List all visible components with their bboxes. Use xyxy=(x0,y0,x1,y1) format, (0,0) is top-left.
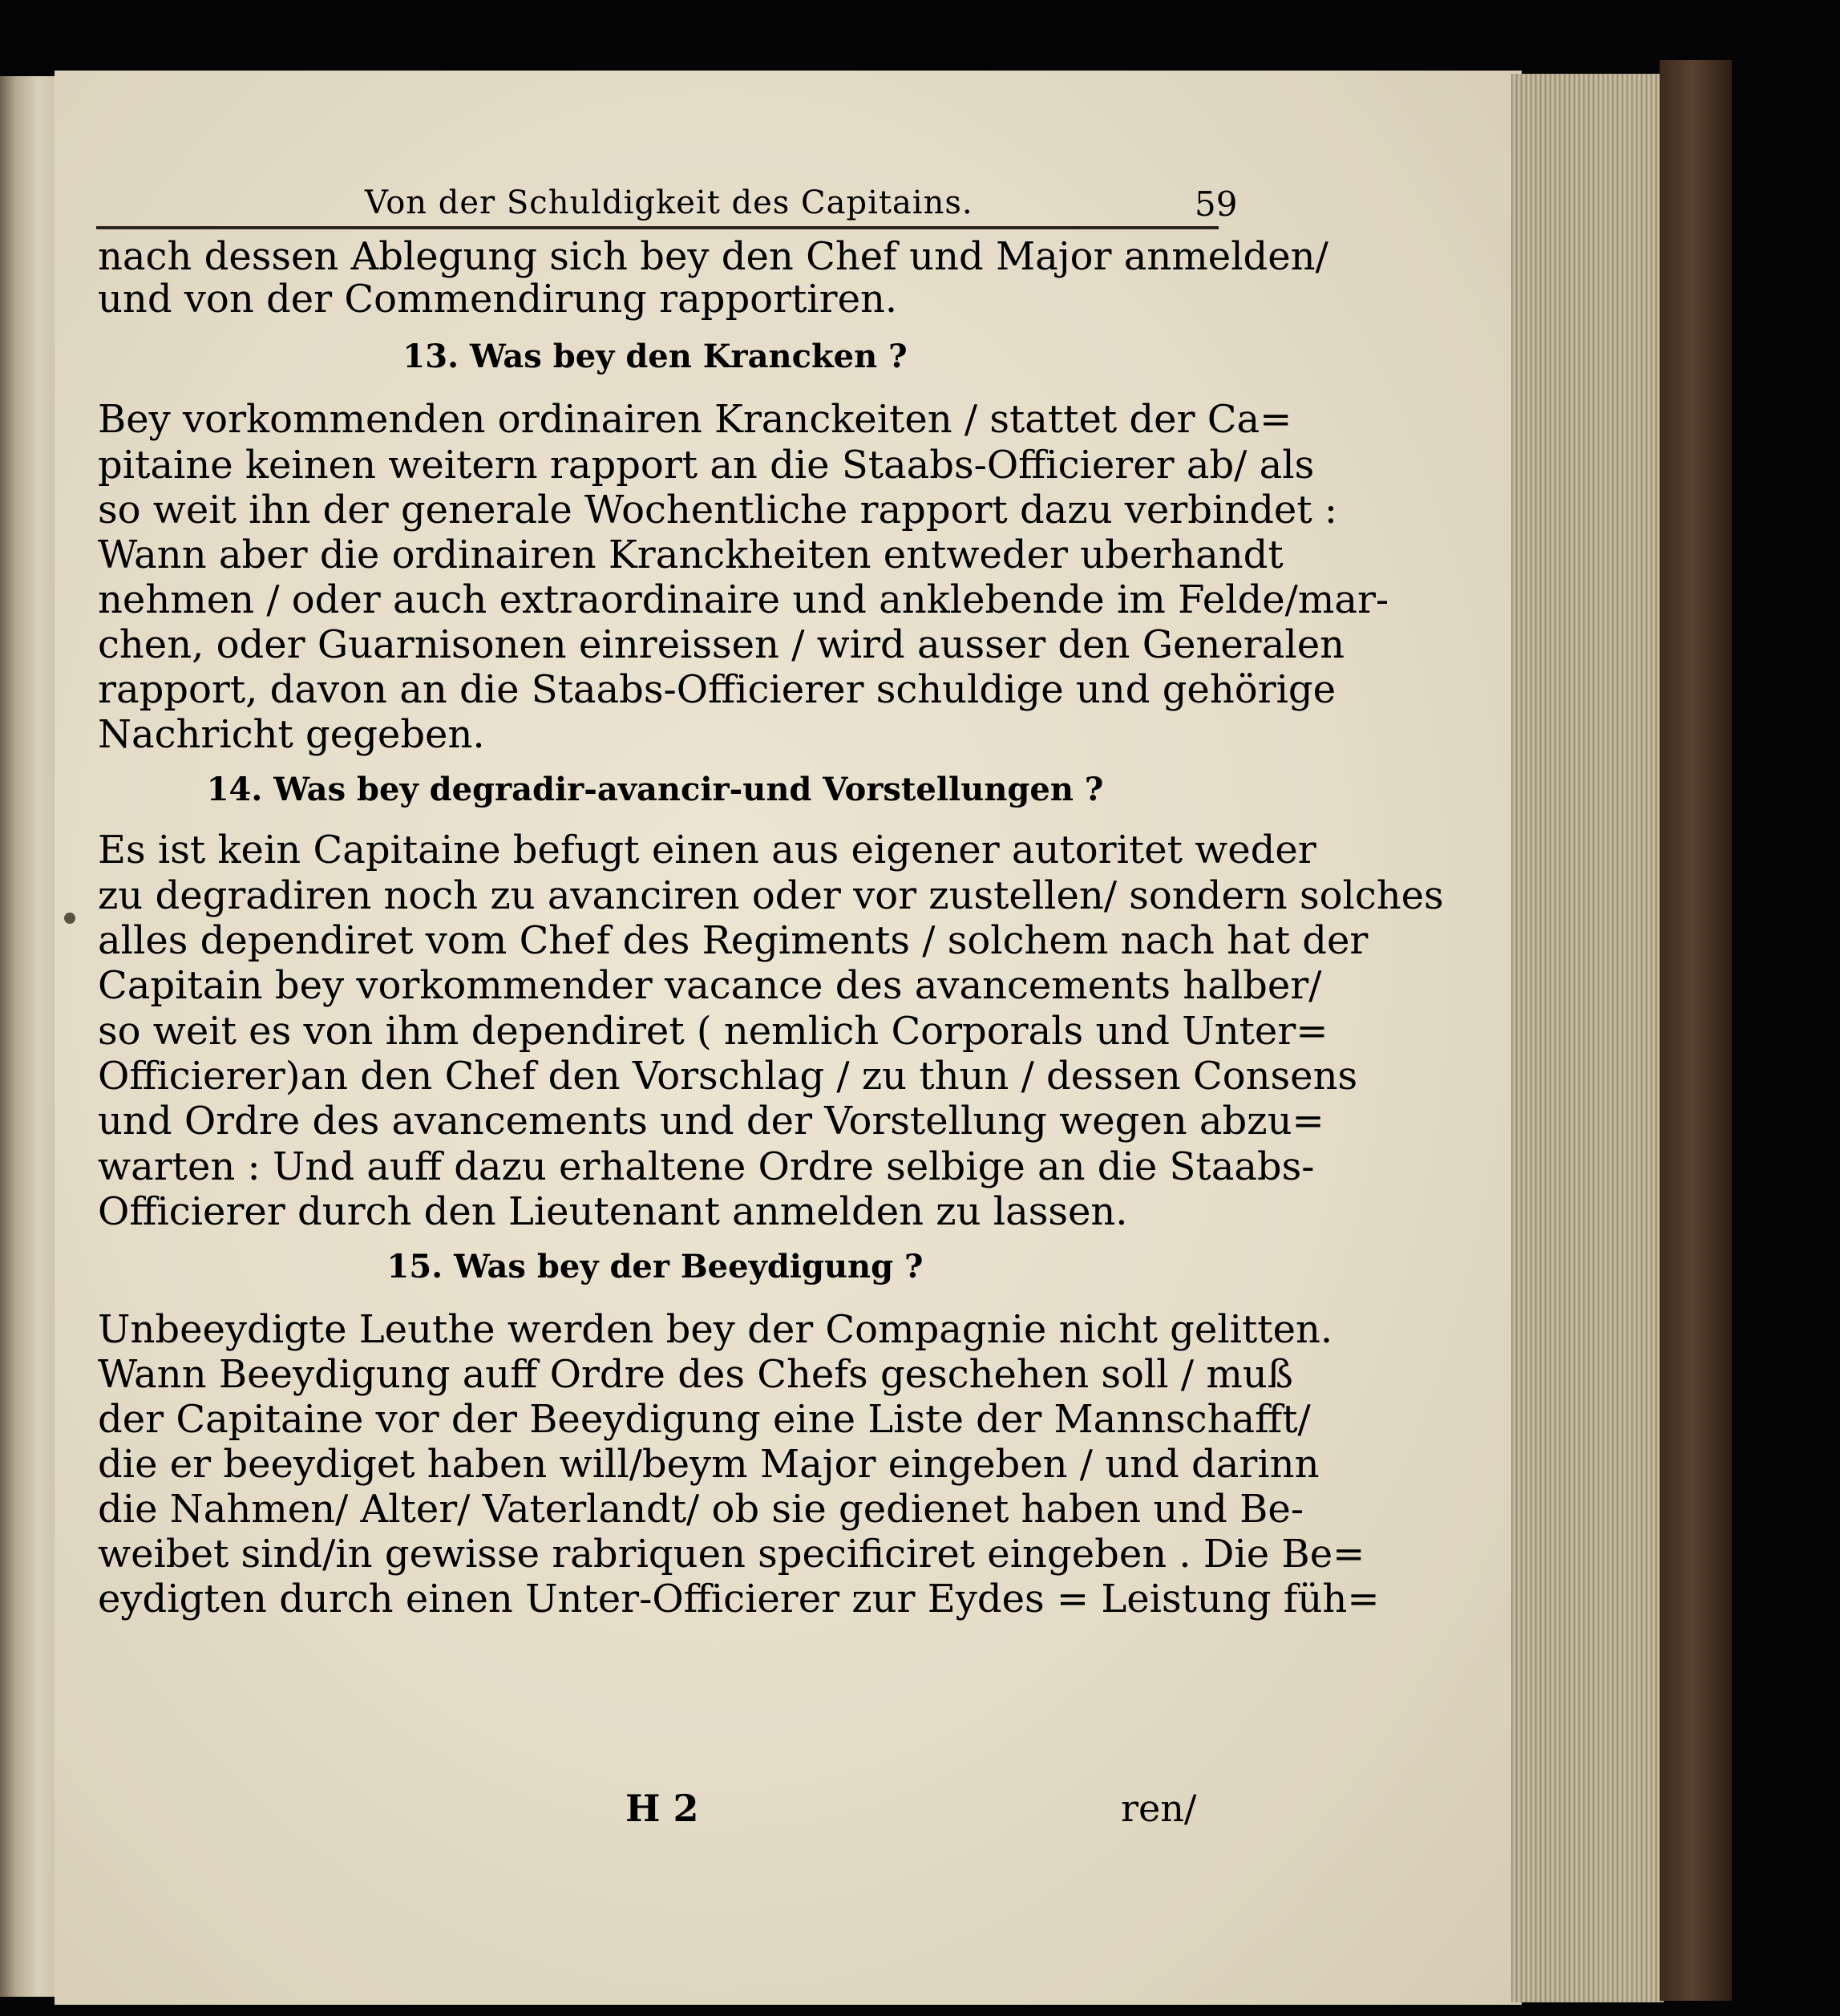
text-line: nach dessen Ablegung sich bey den Chef und Major anmelden/ xyxy=(98,234,1328,279)
text-line: Capitain bey vorkommender vacance des avancements halber/ xyxy=(98,963,1322,1008)
text-line: Nachricht gegeben. xyxy=(98,712,485,757)
page-hole xyxy=(64,913,75,924)
text-line: Bey vorkommenden ordinairen Kranckeiten / stattet der Ca= xyxy=(98,397,1292,442)
text-line: chen, oder Guarnisonen einreissen / wird ausser den Generalen xyxy=(98,622,1345,667)
text-line: rapport, davon an die Staabs-Officierer schuldige und gehörige xyxy=(98,667,1337,712)
text-line: so weit es von ihm dependiret ( nemlich Corporals und Unter= xyxy=(98,1009,1328,1054)
text-line: weibet sind/in gewisse rabriquen specificiret eingeben . Die Be= xyxy=(98,1532,1365,1577)
text-line: pitaine keinen weitern rapport an die Staabs-Officierer ab/ als xyxy=(98,443,1315,488)
text-line: so weit ihn der generale Wochentliche rapport dazu verbindet : xyxy=(98,488,1338,532)
section-heading: 14. Was bey degradir-avancir-und Vorstellungen ? xyxy=(206,771,1104,808)
head-rule xyxy=(96,226,1219,229)
text-line: Wann aber die ordinairen Kranckheiten entweder uberhandt xyxy=(98,532,1284,577)
catchword: ren/ xyxy=(1121,1787,1197,1830)
text-line: Wann Beeydigung auff Ordre des Chefs geschehen soll / muß xyxy=(98,1352,1293,1397)
text-line: eydigten durch einen Unter-Officierer zur Eydes = Leistung füh= xyxy=(98,1577,1380,1621)
text-line: Officierer)an den Chef den Vorschlag / zu thun / dessen Consens xyxy=(98,1054,1358,1099)
text-line: zu degradiren noch zu avanciren oder vor zustellen/ sondern solches xyxy=(98,873,1444,918)
section-heading: 13. Was bey den Krancken ? xyxy=(402,338,908,375)
left-page-edge xyxy=(0,76,55,1997)
text-line: Unbeeydigte Leuthe werden bey der Compagnie nicht gelitten. xyxy=(98,1307,1333,1352)
text-line: und Ordre des avancements und der Vorstellung wegen abzu= xyxy=(98,1099,1324,1144)
text-line: die er beeydiget haben will/beym Major eingeben / und darinn xyxy=(98,1442,1320,1487)
text-line: Es ist kein Capitaine befugt einen aus eigener autoritet weder xyxy=(98,828,1316,872)
text-line: warten : Und auff dazu erhaltene Ordre selbige an die Staabs- xyxy=(98,1144,1315,1189)
text-line: Officierer durch den Lieutenant anmelden zu lassen. xyxy=(98,1189,1128,1234)
page-number: 59 xyxy=(1195,184,1238,224)
text-line: und von der Commendirung rapportiren. xyxy=(98,277,898,322)
text-line: die Nahmen/ Alter/ Vaterlandt/ ob sie gedienet haben und Be- xyxy=(98,1487,1304,1532)
running-head: Von der Schuldigkeit des Capitains. xyxy=(365,184,973,221)
text-line: alles dependiret vom Chef des Regiments / solchem nach hat der xyxy=(98,918,1369,963)
text-line: nehmen / oder auch extraordinaire und anklebende im Felde/mar- xyxy=(98,577,1389,622)
book-cover xyxy=(1660,60,1732,2001)
section-heading: 15. Was bey der Beeydigung ? xyxy=(386,1248,924,1285)
signature-mark: H 2 xyxy=(625,1787,699,1830)
text-line: der Capitaine vor der Beeydigung eine Liste der Mannschafft/ xyxy=(98,1397,1311,1442)
page-block-edge xyxy=(1511,74,1664,2002)
